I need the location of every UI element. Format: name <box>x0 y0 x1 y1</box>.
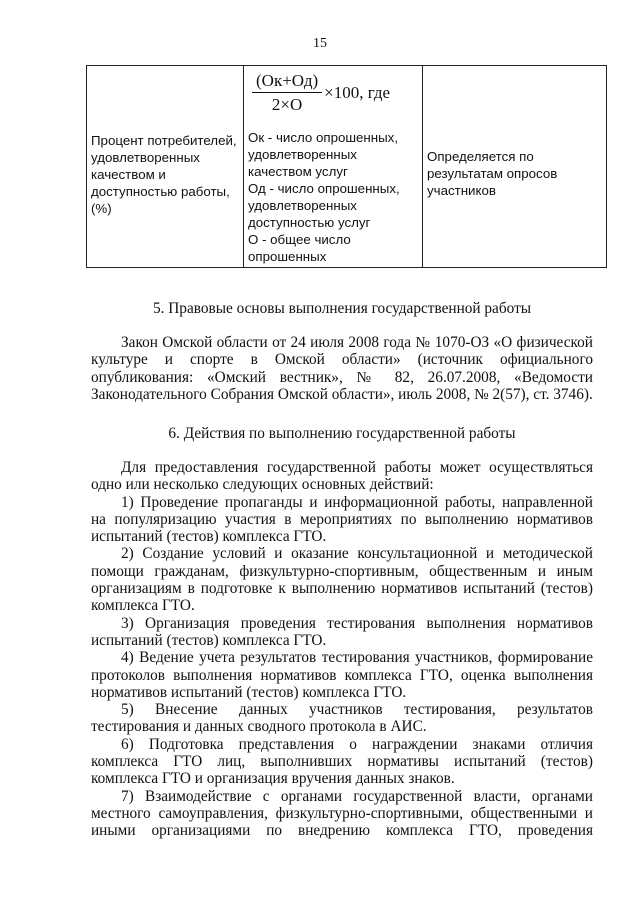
section-6-body <box>91 459 593 840</box>
section-5-body <box>91 334 593 403</box>
table-row <box>87 66 607 268</box>
criteria-table <box>86 65 607 268</box>
list-item: 6) Подготовка представления о награждении знаками отличия комплекса ГТО лиц, выполнивших нормативы испытаний (тестов) комплекса ГТО и организация вручения данных знаков. <box>91 735 593 788</box>
formula-fraction <box>252 72 322 113</box>
list-item: 2) Создание условий и оказание консультационной и методической помощи гражданам, физкультурно-спортивным, общественным и иным организациям в подготовке к выполнению нормативов испытаний (тестов) комплекса ГТО. <box>91 545 593 615</box>
formula-denominator: 2×О <box>271 95 303 114</box>
section-6-intro: Для предоставления государственной работы может осуществляться одно или несколько следующих основных действий: <box>91 459 593 494</box>
method-cell: Определяется по результатам опросов участников <box>423 66 607 268</box>
definition-ok: Ок - число опрошенных, удовлетворенных качеством услуг <box>248 130 399 179</box>
formula-numerator: (Ок+Од) <box>252 72 322 93</box>
section-5-text: Закон Омской области от 24 июля 2008 года № 1070-ОЗ «О физической культуре и спорте в Омской области» (источник официального опубликования: «Омский вестник», № 82, 26.07.2008, «Ведомости Законодательного Собрания Омской области», июль 2008, № 2(57), ст. 3746). <box>91 334 593 403</box>
indicator-cell: Процент потребителей, удовлетворенных качеством и доступностью работы, (%) <box>87 66 244 268</box>
formula-tail: ×100, где <box>324 83 391 102</box>
definition-od: Од - число опрошенных, удовлетворенных доступностью услуг <box>248 181 400 230</box>
section-6-heading: 6. Действия по выполнению государственной работы <box>168 425 516 442</box>
page-number: 15 <box>313 36 327 51</box>
section-5-heading: 5. Правовые основы выполнения государственной работы <box>152 300 532 317</box>
list-item: 7) Взаимодействие с органами государственной власти, органами местного самоуправления, физкультурно-спортивными, общественными и иными организациями по внедрению комплекса ГТО, проведения <box>91 787 593 840</box>
definition-o: О - общее число опрошенных <box>248 232 351 264</box>
list-item: 5) Внесение данных участников тестирования, результатов тестирования и данных сводного протокола в АИС. <box>91 701 593 736</box>
list-item: 1) Проведение пропаганды и информационной работы, направленной на популяризацию участия в мероприятиях по выполнению нормативов испытаний (тестов) комплекса ГТО. <box>91 493 593 546</box>
formula-cell <box>244 66 423 268</box>
list-item: 4) Ведение учета результатов тестирования участников, формирование протоколов выполнения нормативов комплекса ГТО, оценка выполнения нормативов испытаний (тестов) комплекса ГТО. <box>91 649 593 701</box>
list-item: 3) Организация проведения тестирования выполнения нормативов испытаний (тестов) комплекса ГТО. <box>91 614 593 649</box>
formula <box>252 72 418 113</box>
